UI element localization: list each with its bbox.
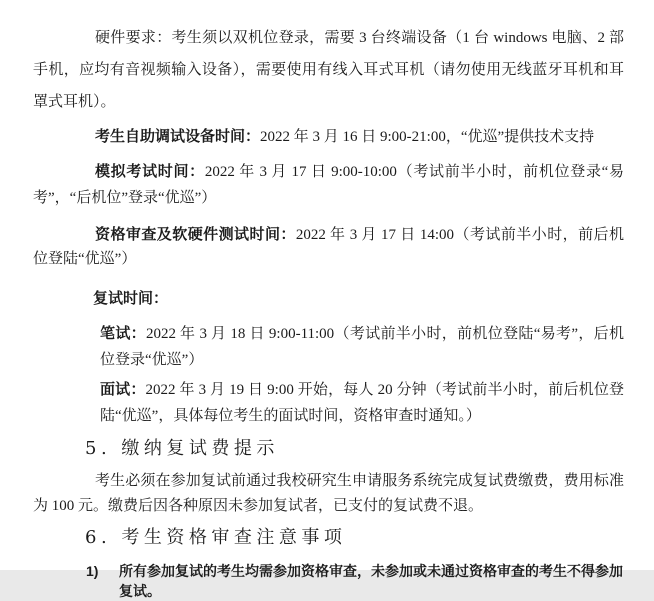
written-test-label: 笔试： (100, 325, 146, 342)
qualification-test-time-value: 2022 年 3 月 17 日 14:00（考试前半小时，前后机位登陆“优巡”） (33, 227, 624, 267)
retest-time-label: 复试时间： (93, 290, 169, 307)
written-test-value: 2022 年 3 月 18 日 9:00-11:00（考试前半小时，前机位登陆“易考”，后机位登录“优巡”） (100, 326, 624, 368)
section-5-heading: 5. 缴纳复试费提示 (85, 438, 279, 459)
qualification-item-1-marker: 1) (86, 563, 99, 579)
mock-exam-time-paragraph (33, 159, 624, 211)
self-debug-time-label: 考生自助调试设备时间： (95, 128, 261, 145)
written-test-paragraph (100, 321, 624, 373)
mock-exam-time-value: 2022 年 3 月 17 日 9:00-10:00（考试前半小时，前机位登录“易考”，“后机位”登录“优巡”） (33, 164, 624, 206)
retest-time-paragraph (33, 286, 624, 312)
section-6-heading: 6. 考生资格审查注意事项 (85, 527, 347, 548)
interview-value: 2022 年 3 月 19 日 9:00 开始，每人 20 分钟（考试前半小时，前后机位登陆“优巡”，具体每位考生的面试时间，资格审查时通知。） (100, 382, 624, 424)
qualification-item-1 (86, 561, 624, 601)
qualification-item-1-text: 所有参加复试的考生均需参加资格审查，未参加或未通过资格审查的考生不得参加复试。 (119, 563, 623, 599)
self-debug-time-value: 2022 年 3 月 16 日 9:00-21:00，“优巡”提供技术支持 (260, 129, 595, 145)
interview-label: 面试： (100, 381, 146, 398)
mock-exam-time-label: 模拟考试时间： (95, 163, 205, 180)
hardware-requirements-paragraph: 硬件要求：考生须以双机位登录，需要 3 台终端设备（1 台 windows 电脑、2 部手机，应均有音视频输入设备），需要使用有线入耳式耳机（请勿使用无线蓝牙耳机和耳罩式耳机）。 (33, 30, 624, 110)
qualification-test-time-label: 资格审查及软硬件测试时间： (95, 226, 296, 243)
self-debug-time-paragraph (33, 124, 624, 150)
interview-paragraph (100, 377, 624, 429)
qualification-test-time-paragraph (33, 223, 624, 271)
fee-notice-paragraph: 考生必须在参加复试前通过我校研究生申请服务系统完成复试费缴费，费用标准为 100 元。缴费后因各种原因未参加复试者，已支付的复试费不退。 (33, 473, 624, 514)
